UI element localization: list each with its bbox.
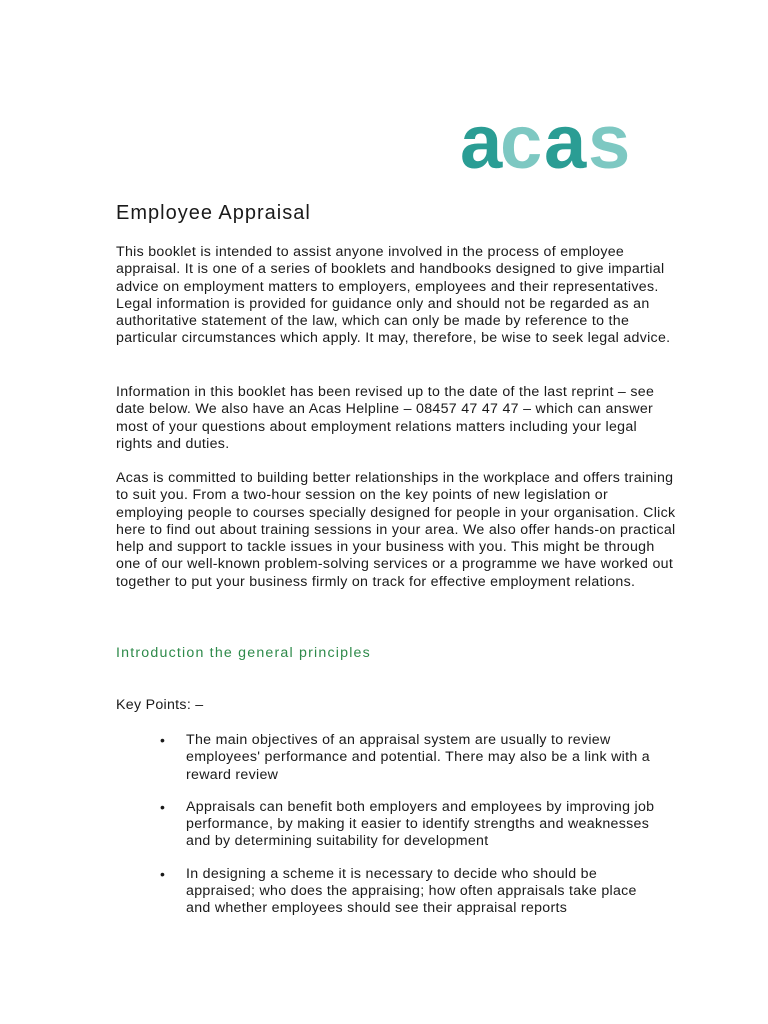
bullet-icon: • bbox=[160, 798, 166, 815]
intro-paragraph: This booklet is intended to assist anyone involved in the process of employee appraisal. It is one of a series of booklets and handbooks designed to give impartial advice on employment matters to employers, employees and their representatives. Legal information is provided for guidance only and should not be regarded as an authoritative statement of the law, which can only be made by reference to the particular circumstances which apply. It may, therefore, be wise to seek legal advice. bbox=[116, 244, 671, 347]
logo-letter-c: c bbox=[500, 108, 537, 174]
logo-letter-a1: a bbox=[460, 108, 497, 174]
bullet-text: The main objectives of an appraisal system are usually to review employees' performance and potential. There may also be a link with a reward review bbox=[186, 732, 650, 783]
logo-letter-a2: a bbox=[544, 108, 581, 174]
list-item bbox=[160, 866, 660, 918]
training-paragraph: Acas is committed to building better relationships in the workplace and offers training to suit you. From a two-hour session on the key points of new legislation or employing people to courses specially designed for people in your organisation. Click here to find out about training sessions in your area. We also offer hands-on practical help and support to tackle issues in your business with you. This might be through one of our well-known problem-solving services or a programme we have worked out together to put your business firmly on track for effective employment relations. bbox=[116, 470, 676, 590]
logo-letter-s: s bbox=[588, 108, 625, 174]
bullet-text: Appraisals can benefit both employers and employees by improving job performance, by making it easier to identify strengths and weaknesses and by determining suitability for development bbox=[186, 798, 655, 850]
list-item bbox=[160, 732, 660, 784]
bullet-icon: • bbox=[160, 732, 166, 748]
bullet-text: In designing a scheme it is necessary to decide who should be appraised; who does the appraising; how often appraisals take place and whether employees should see their appraisal reports bbox=[186, 865, 637, 917]
helpline-paragraph: Information in this booklet has been revised up to the date of the last reprint – see date below. We also have an Acas Helpline – 08457 47 47 47 – which can answer most of your questions about employment relations matters including your legal rights and duties. bbox=[116, 384, 655, 452]
list-item bbox=[160, 799, 660, 851]
key-points-list bbox=[160, 732, 660, 933]
bullet-icon: • bbox=[160, 865, 166, 882]
key-points-label: Key Points: – bbox=[116, 697, 204, 713]
section-heading: Introduction the general principles bbox=[116, 645, 371, 661]
page-title: Employee Appraisal bbox=[116, 202, 311, 224]
acas-logo bbox=[460, 108, 652, 174]
